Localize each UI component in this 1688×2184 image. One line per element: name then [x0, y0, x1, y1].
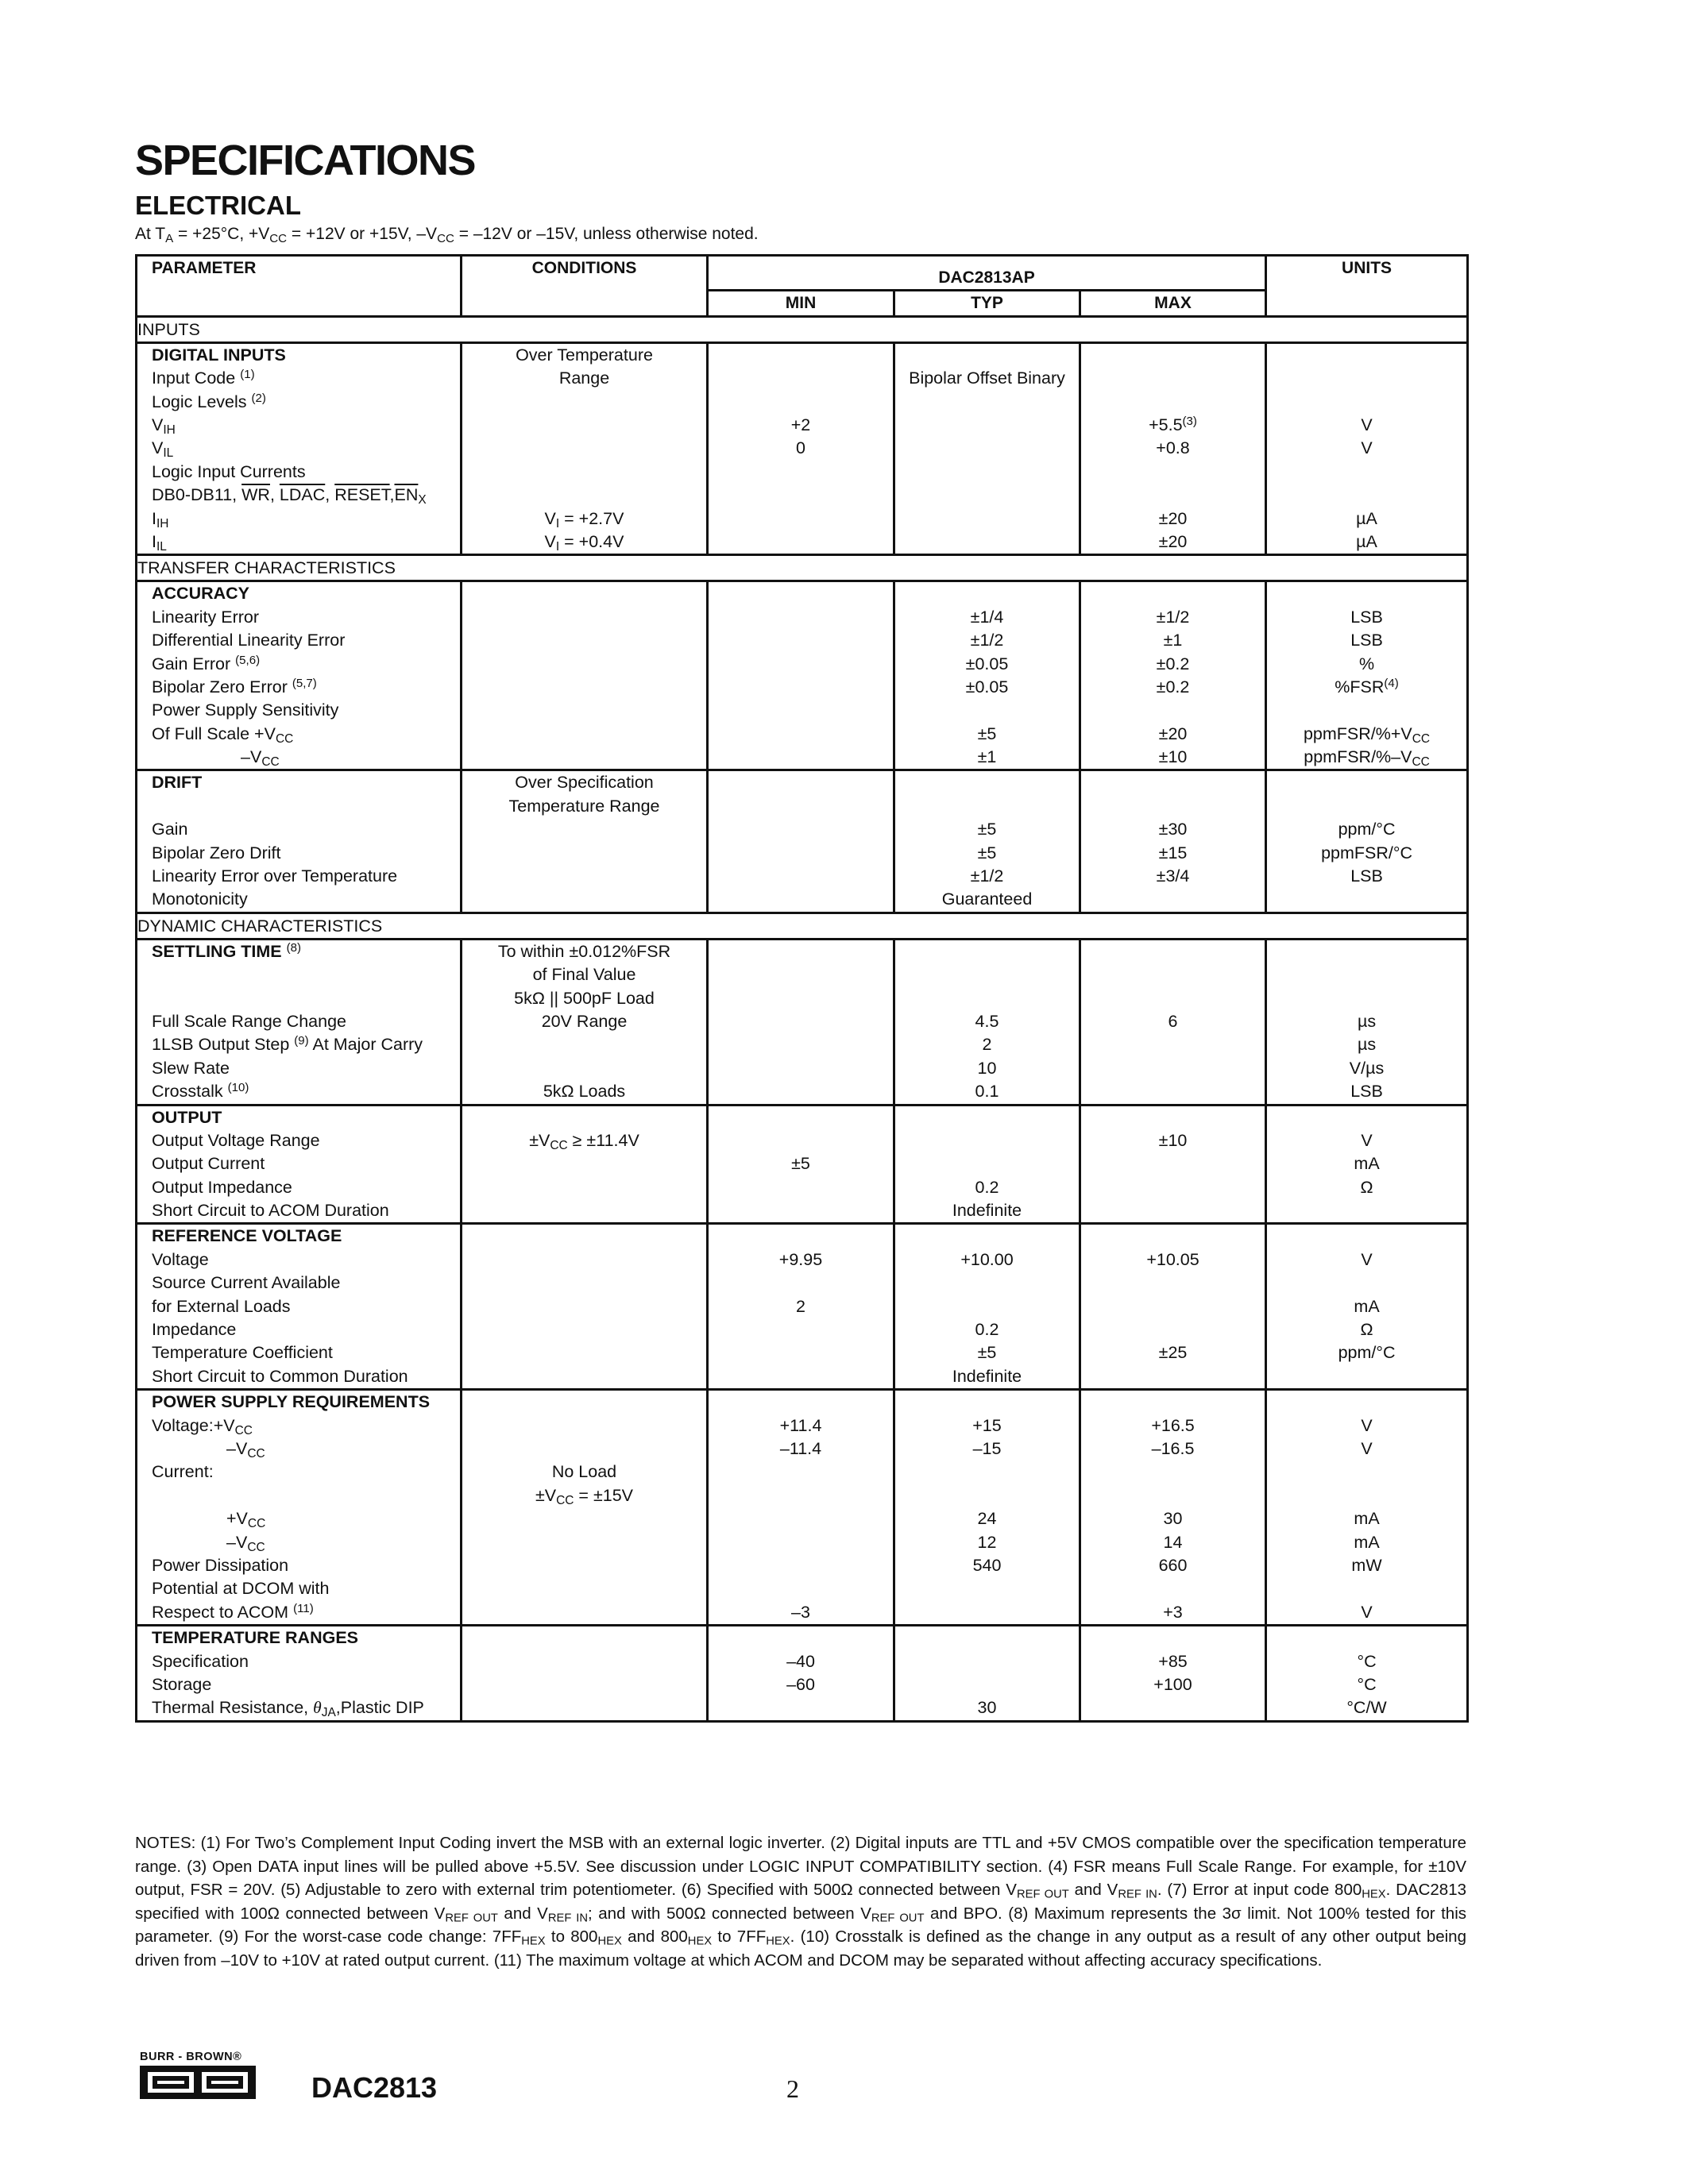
output-units: V mA Ω: [1266, 1105, 1468, 1224]
test-conditions: At $T_A = +25^\circ C$, $+V_{CC} = +12V$ or +15V, $-V_{CC} = -12V$ or –15V, unless otherwise noted.: [135, 225, 759, 245]
drift-min: [708, 770, 894, 913]
accuracy-params: ACCURACY Linearity Error Differential Linearity Error Gain Error $^{(5,6)}$ Bipolar Zero Error $^{(5,7)}$ Power Supply Sensitivity Of Full Scale $+V_{CC}$ $-V_{CC}$: [137, 581, 462, 770]
reference-min: +9.95 2: [708, 1224, 894, 1390]
burr-brown-logo: [140, 2051, 259, 2099]
output-min: ±5: [708, 1105, 894, 1224]
block-temperature: [137, 1626, 1468, 1722]
header-max: MAX: [1080, 291, 1266, 316]
settling-min: [708, 939, 894, 1105]
accuracy-typ: ±1/4 ±1/2 ±0.05 ±0.05 ±5 ±1: [894, 581, 1080, 770]
reference-max: +10.05 ±25: [1080, 1224, 1266, 1390]
temperature-conditions: [462, 1626, 708, 1722]
accuracy-units: LSB LSB % %FSR$^{(4)}$ ppmFSR/$\%+V_{CC}$ ppmFSR/$\%-V_{CC}$: [1266, 581, 1468, 770]
block-accuracy: [137, 581, 1468, 770]
temperature-units: °C °C °C/W: [1266, 1626, 1468, 1722]
settling-params: SETTLING TIME $^{(8)}$ Full Scale Range Change 1LSB Output Step $^{(9)}$ At Major Carry Slew Rate Crosstalk $^{(10)}$: [137, 939, 462, 1105]
header-parameter: PARAMETER: [137, 256, 462, 317]
digital-inputs-min: +2 0: [708, 342, 894, 555]
bb-logo-icon: [140, 2066, 256, 2099]
settling-conditions: To within ±0.012%FSR of Final Value 5kΩ || 500pF Load 20V Range 5kΩ Loads: [462, 939, 708, 1105]
power-params: POWER SUPPLY REQUIREMENTS $Voltage:+V_{CC}$ $-V_{CC}$ Current: $+V_{CC}$ $-V_{CC}$ Power Dissipation Potential at DCOM with Respect to ACOM $^{(11)}$: [137, 1390, 462, 1626]
power-max: +16.5 –16.5 30 14 660 +3: [1080, 1390, 1266, 1626]
header-model: DAC2813AP: [708, 256, 1266, 291]
section-inputs: INPUTS: [137, 316, 1468, 342]
digital-inputs-max: $+5.5^{(3)}$ +0.8 ±20 ±20: [1080, 342, 1266, 555]
output-conditions: $\pm V_{CC} \ge \pm 11.4V$: [462, 1105, 708, 1224]
reference-units: V mA Ω ppm/°C: [1266, 1224, 1468, 1390]
reference-typ: +10.00 0.2 ±5 Indefinite: [894, 1224, 1080, 1390]
block-settling: [137, 939, 1468, 1105]
page-title: SPECIFICATIONS: [135, 137, 476, 184]
spec-notes: NOTES: (1) For Two’s Complement Input Coding invert the MSB with an external logic inverter. (2) Digital inputs are TTL and +5V CMOS compatible over the specification temperature range. (3) Open DATA input lines will be pulled above +5.5V. See discussion under LOGIC INPUT COMPATIBILITY section. (4) FSR means Full Scale Range. For example, for ±10V output, FSR = 20V. (5) Adjustable to zero with external trim potentiometer. (6) Specified with 500Ω connected between $V_{REF OUT}$ and $V_{REF IN}$. (7) Error at input code $800_{HEX}$. DAC2813 specified with 100Ω connected between $V_{REF OUT}$ and $V_{REF IN}$; and with 500Ω connected between $V_{REF OUT}$ and BPO. (8) Maximum represents the 3σ limit. Not 100% tested for this parameter. (9) For the worst-case code change: $7FF_{HEX}$ to $800_{HEX}$ and $800_{HEX}$ to $7FF_{HEX}$. (10) Crosstalk is defined as the change in any output as a result of any other output being driven from –10V to +10V at rated output current. (11) The maximum voltage at which ACOM and DCOM may be separated without affecting accuracy specifications.: [135, 1834, 1467, 1970]
header-row-1: [137, 256, 1468, 291]
output-params: OUTPUT Output Voltage Range Output Current Output Impedance Short Circuit to ACOM Duration: [137, 1105, 462, 1224]
temperature-min: –40 –60: [708, 1626, 894, 1722]
block-digital-inputs: [137, 342, 1468, 555]
logo-wordmark: BURR - BROWN®: [140, 2051, 242, 2063]
accuracy-max: ±1/2 ±1 ±0.2 ±0.2 ±20 ±10: [1080, 581, 1266, 770]
reference-conditions: [462, 1224, 708, 1390]
section-subtitle: ELECTRICAL: [135, 191, 301, 220]
section-transfer: TRANSFER CHARACTERISTICS: [137, 555, 1468, 581]
drift-max: ±30 ±15 ±3/4: [1080, 770, 1266, 913]
drift-params: DRIFT Gain Bipolar Zero Drift Linearity Error over Temperature Monotonicity: [137, 770, 462, 913]
temperature-params: TEMPERATURE RANGES Specification Storage Thermal Resistance, $\theta_{JA},Plastic$ DIP: [137, 1626, 462, 1722]
reference-params: REFERENCE VOLTAGE Voltage Source Current Available for External Loads Impedance Temperature Coefficient Short Circuit to Common Duration: [137, 1224, 462, 1390]
digital-inputs-params: DIGITAL INPUTS Input Code $^{(1)}$ Logic Levels $^{(2)}$ $V_{IH}$ $V_{IL}$ Logic Input Currents DB0-DB11, $\overline{WR}$, LDAC, $RESET,\overline{EN}_X$ $I_{IH}$ $I_{IL}$: [137, 342, 462, 555]
output-typ: 0.2 Indefinite: [894, 1105, 1080, 1224]
digital-inputs-conditions: Over Temperature Range $V_I = +2.7V$ $V_I = +0.4V$: [462, 342, 708, 555]
digital-inputs-units: V V µA µA: [1266, 342, 1468, 555]
settling-max: 6: [1080, 939, 1266, 1105]
digital-inputs-typ: Bipolar Offset Binary: [894, 342, 1080, 555]
page-number: 2: [786, 2074, 799, 2103]
power-units: V V mA mA mW V: [1266, 1390, 1468, 1626]
block-power: [137, 1390, 1468, 1626]
drift-units: ppm/°C ppmFSR/°C LSB: [1266, 770, 1468, 913]
footer-part-number: DAC2813: [311, 2071, 438, 2104]
electrical-spec-table: [135, 254, 1469, 1723]
power-min: +11.4 –11.4 –3: [708, 1390, 894, 1626]
temperature-max: +85 +100: [1080, 1626, 1266, 1722]
header-conditions: CONDITIONS: [462, 256, 708, 317]
accuracy-conditions: [462, 581, 708, 770]
power-typ: +15 –15 24 12 540: [894, 1390, 1080, 1626]
settling-units: µs µs V/µs LSB: [1266, 939, 1468, 1105]
header-typ: TYP: [894, 291, 1080, 316]
temperature-typ: 30: [894, 1626, 1080, 1722]
block-drift: [137, 770, 1468, 913]
header-units: UNITS: [1266, 256, 1468, 317]
settling-typ: 4.5 2 10 0.1: [894, 939, 1080, 1105]
block-output: [137, 1105, 1468, 1224]
section-dynamic: DYNAMIC CHARACTERISTICS: [137, 913, 1468, 939]
output-max: ±10: [1080, 1105, 1266, 1224]
power-conditions: No Load $\pm V_{CC} = \pm 15V$: [462, 1390, 708, 1626]
drift-conditions: Over Specification Temperature Range: [462, 770, 708, 913]
header-min: MIN: [708, 291, 894, 316]
drift-typ: ±5 ±5 ±1/2 Guaranteed: [894, 770, 1080, 913]
block-reference: [137, 1224, 1468, 1390]
accuracy-min: [708, 581, 894, 770]
